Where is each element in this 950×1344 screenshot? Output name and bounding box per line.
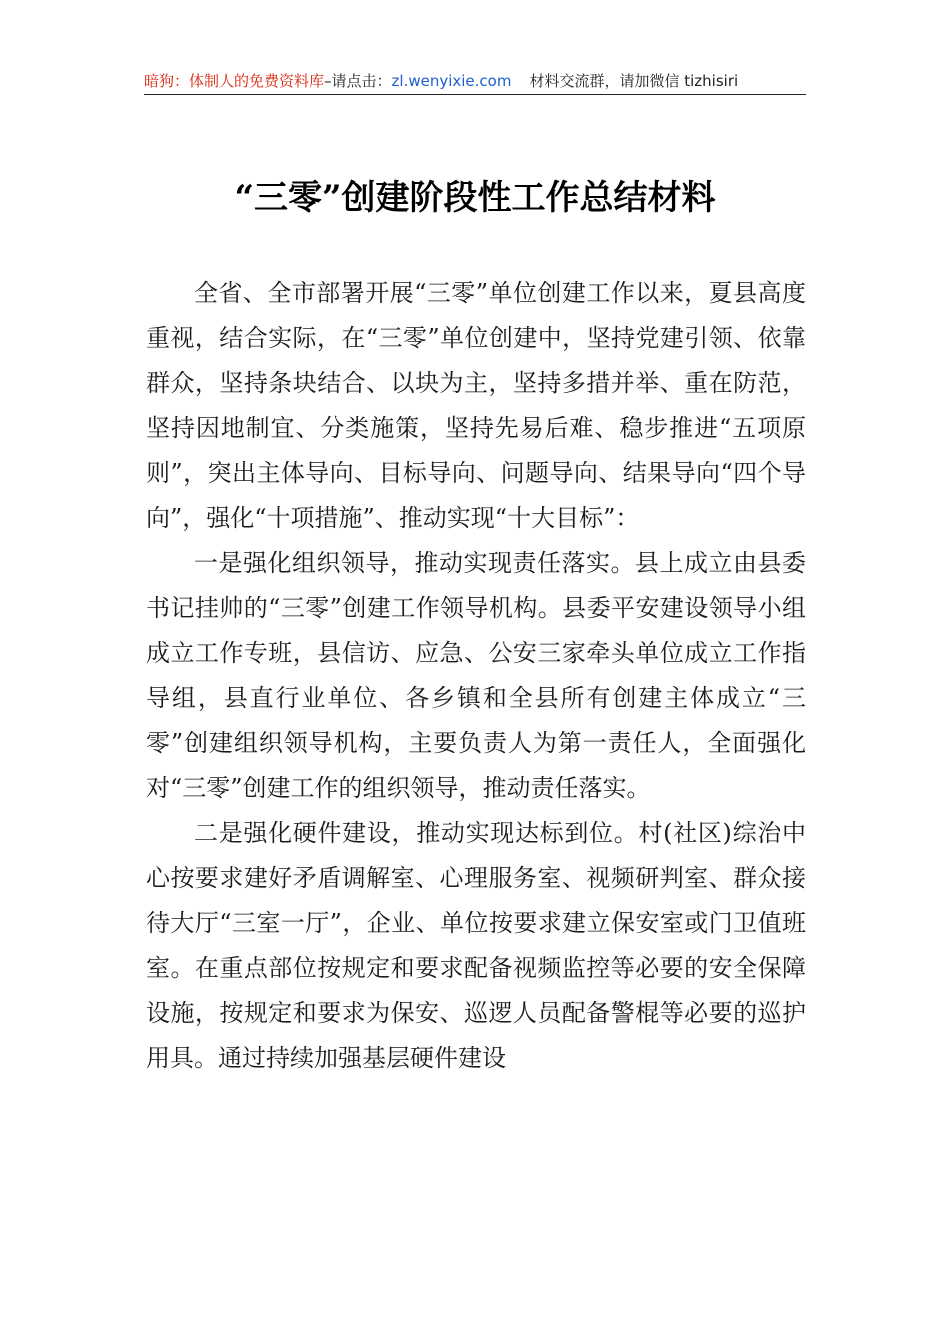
paragraph-intro: 全省、全市部署开展“三零”单位创建工作以来，夏县高度重视，结合实际，在“三零”单位创建中，坚持党建引领、依靠群众，坚持条块结合、以块为主，坚持多措并举、重在防范，坚持因地制宜、分类施策，坚持先易后难、稳步推进“五项原则”，突出主体导向、目标导向、问题导向、结果导向“四个导向”，强化“十项措施”、推动实现“十大目标”： [146,279,806,532]
header-contact [529,72,738,90]
page-header [144,70,806,92]
header-link-prompt: –请点击： [324,72,392,90]
document-body [146,271,806,1081]
header-contact-text: 材料交流群，请加微信 tizhisiri [529,72,739,90]
paragraph-organization: 一是强化组织领导，推动实现责任落实。县上成立由县委书记挂帅的“三零”创建工作领导机构。县委平安建设领导小组成立工作专班，县信访、应急、公安三家牵头单位成立工作指导组，县直行业单位、各乡镇和全县所有创建主体成立“三零”创建组织领导机构，主要负责人为第一责任人，全面强化对“三零”创建工作的组织领导，推动责任落实。 [146,549,806,802]
header-site-name: 暗狗：体制人的免费资料库 [144,72,325,90]
document-title: “三零”创建阶段性工作总结材料 [234,178,716,218]
paragraph-hardware: 二是强化硬件建设，推动实现达标到位。村(社区)综治中心按要求建好矛盾调解室、心理服务室、视频研判室、群众接待大厅“三室一厅”，企业、单位按要求建立保安室或门卫值班室。在重点部位按规定和要求配备视频监控等必要的安全保障设施，按规定和要求为保安、巡逻人员配备警棍等必要的巡护用具。通过持续加强基层硬件建设 [146,819,806,1072]
header-divider [144,94,806,95]
header-url-link[interactable]: zl.wenyixie.com [391,72,512,90]
